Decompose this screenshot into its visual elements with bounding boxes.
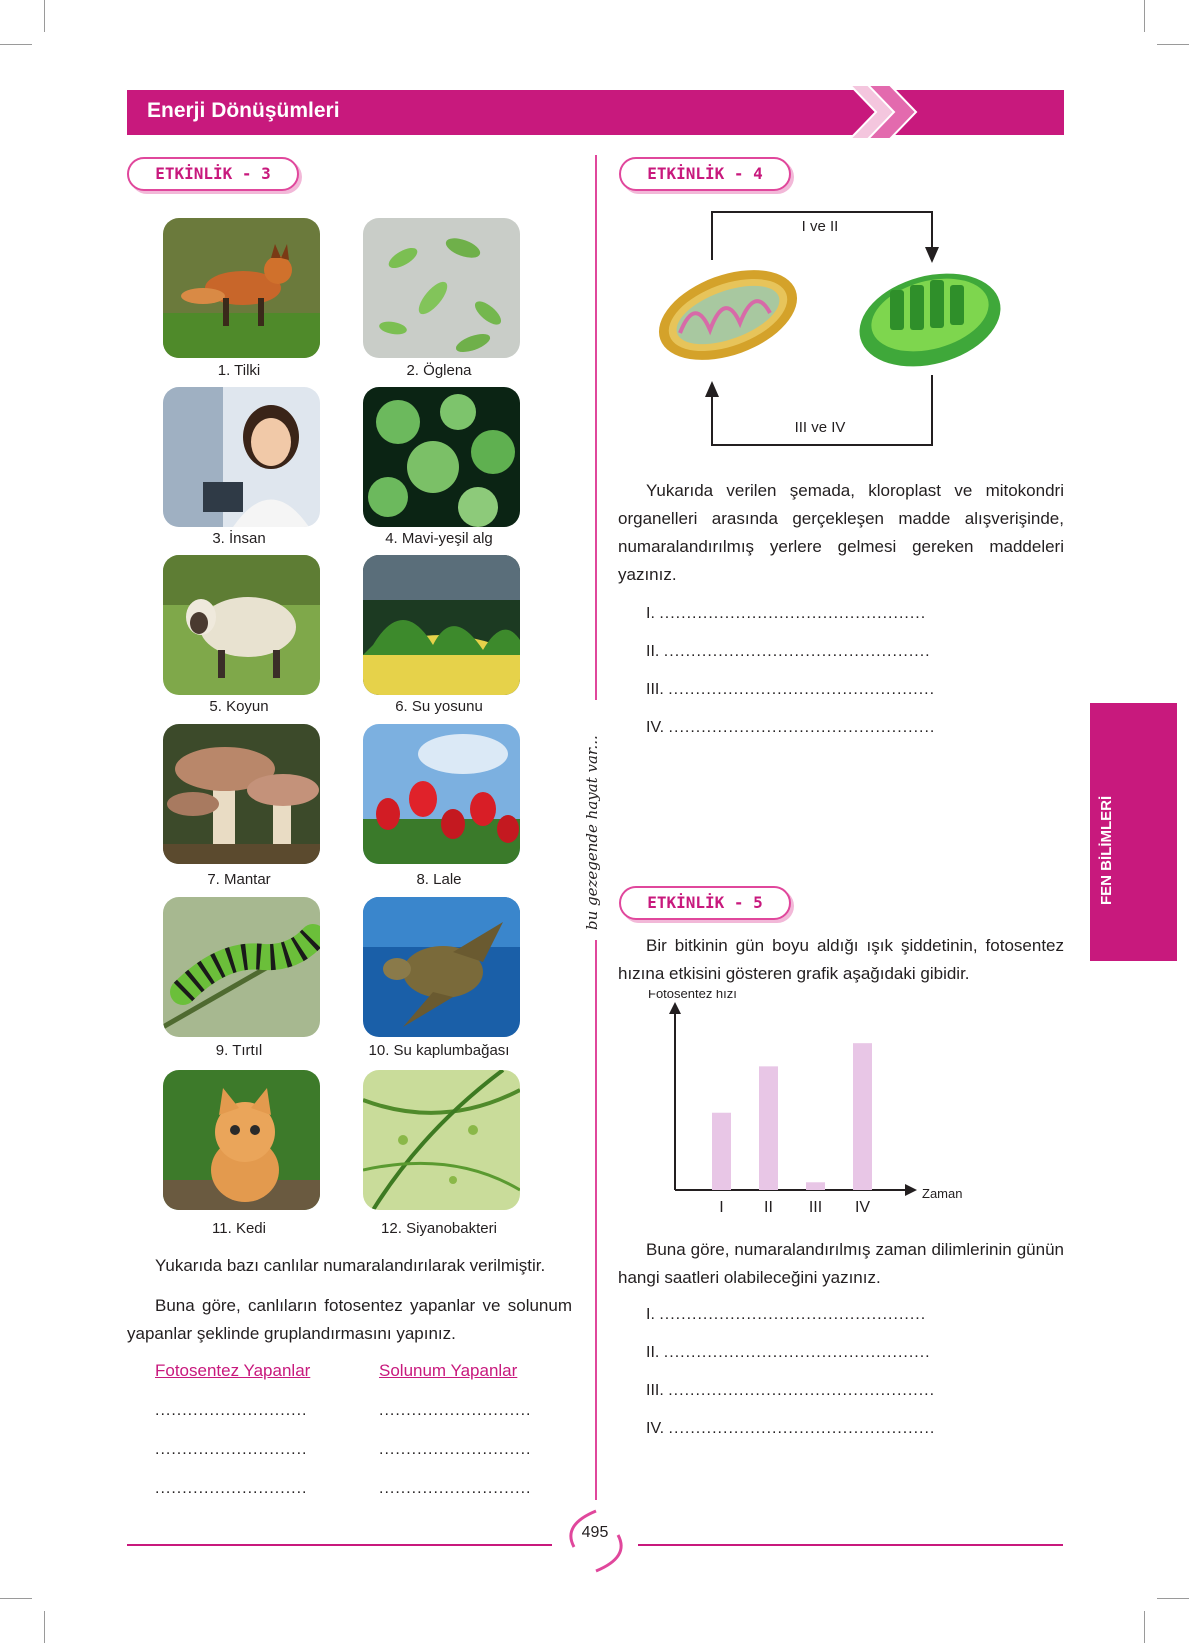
photosynthesis-rate-chart [640,990,990,1220]
column-divider [595,155,597,700]
caption-8: 8. Lale [416,871,462,888]
answer-blank[interactable]: ............................ [379,1441,532,1458]
cyanobacteria-image [363,1070,520,1210]
tulip-image [363,724,520,864]
answer-row[interactable]: IV. ................................................. [646,1420,936,1437]
bottom-arrow-label: III ve IV [794,419,846,436]
caption-2: 2. Öglena [406,362,472,379]
answer-row[interactable]: I. ................................................. [646,605,927,622]
fox-image [163,218,320,358]
mitochondrion-image [647,253,810,377]
etkinlik-5-label: ETKİNLİK - 5 [619,886,791,920]
footer-rule-right [638,1544,1063,1546]
answer-blank[interactable]: ............................ [379,1480,532,1497]
bar-III [806,1182,825,1190]
respiration-column-heading: Solunum Yapanlar [379,1361,518,1380]
bar-II [759,1066,778,1190]
answer-blank[interactable]: ............................ [155,1480,308,1497]
answer-blank[interactable]: ............................ [379,1402,532,1419]
bar-I [712,1113,731,1190]
caption-9: 9. Tırtıl [215,1042,263,1059]
sheep-image [163,555,320,695]
seaweed-image [363,555,520,695]
etkinlik-5-text: Bir bitkinin gün boyu aldığı ışık şiddetinin, fotosentez hızına etkisini gösteren grafik aşağıdaki gibidir. [618,936,1064,983]
caption-7: 7. Mantar [207,871,271,888]
etkinlik-3-text-2: Buna göre, canlıların fotosentez yapanlar ve solunum yapanlar şeklinde gruplandırmasını yapınız. [127,1296,572,1343]
column-divider-lower [595,940,597,1500]
euglena-image [363,218,520,358]
etkinlik-5-question: Buna göre, numaralandırılmış zaman dilimlerinin günün hangi saatleri olabileceğini yazınız. [618,1240,1064,1287]
x-axis-label: Zaman [922,1186,963,1201]
blue-green-algae-image [363,387,520,527]
x-tick-label: IV [854,1199,871,1216]
caption-11: 11. Kedi [212,1220,266,1237]
slogan: bu gezegende hayat var... [583,735,601,930]
answer-row[interactable]: II. ................................................. [646,1344,931,1361]
chloroplast-image [849,259,1011,381]
footer-rule-left [127,1544,552,1546]
sea-turtle-image [363,897,520,1037]
organelle-exchange-diagram [640,205,1020,455]
caption-4: 4. Mavi-yeşil alg [385,530,493,547]
caption-6: 6. Su yosunu [395,698,483,715]
chevron-decoration-icon [850,85,920,140]
answer-row[interactable]: I. ................................................. [646,1306,927,1323]
x-tick-label: II [764,1199,773,1216]
x-tick-label: I [719,1199,724,1216]
top-arrow-label: I ve II [801,218,839,235]
answer-row[interactable]: II. ................................................. [646,643,931,660]
answer-blank[interactable]: ............................ [155,1441,308,1458]
answer-blank[interactable]: ............................ [155,1402,308,1419]
caption-10: 10. Su kaplumbağası [368,1042,510,1059]
x-tick-label: III [808,1199,823,1216]
answer-row[interactable]: III. ................................................. [646,1382,936,1399]
page-number: 495 [581,1524,609,1541]
human-image [163,387,320,527]
mushroom-image [163,724,320,864]
caption-3: 3. İnsan [212,530,266,547]
etkinlik-3-label: ETKİNLİK - 3 [127,157,299,191]
photosynthesis-column-heading: Fotosentez Yapanlar [155,1361,311,1380]
caption-5: 5. Koyun [209,698,269,715]
subject-tab-label: FEN BİLİMLERİ [1098,795,1115,905]
etkinlik-4-text: Yukarıda verilen şemada, kloroplast ve mitokondri organelleri arasında gerçekleşen madde alışverişinde, numaralandırılmış yerlere gelmesi gereken maddeleri yazınız. [618,481,1064,584]
kitten-image [163,1070,320,1210]
answer-row[interactable]: III. ................................................. [646,681,936,698]
caterpillar-image [163,897,320,1037]
etkinlik-4-label: ETKİNLİK - 4 [619,157,791,191]
caption-1: 1. Tilki [217,362,261,379]
y-axis-label: Fotosentez hızı [648,990,737,1001]
etkinlik-3-text-1: Yukarıda bazı canlılar numaralandırılarak verilmiştir. [155,1256,546,1275]
answer-row[interactable]: IV. ................................................. [646,719,936,736]
page-title: Enerji Dönüşümleri [147,99,340,122]
x-axis-arrow [905,1184,917,1196]
caption-12: 12. Siyanobakteri [381,1220,497,1237]
y-axis-arrow [669,1002,681,1014]
bar-IV [853,1043,872,1190]
